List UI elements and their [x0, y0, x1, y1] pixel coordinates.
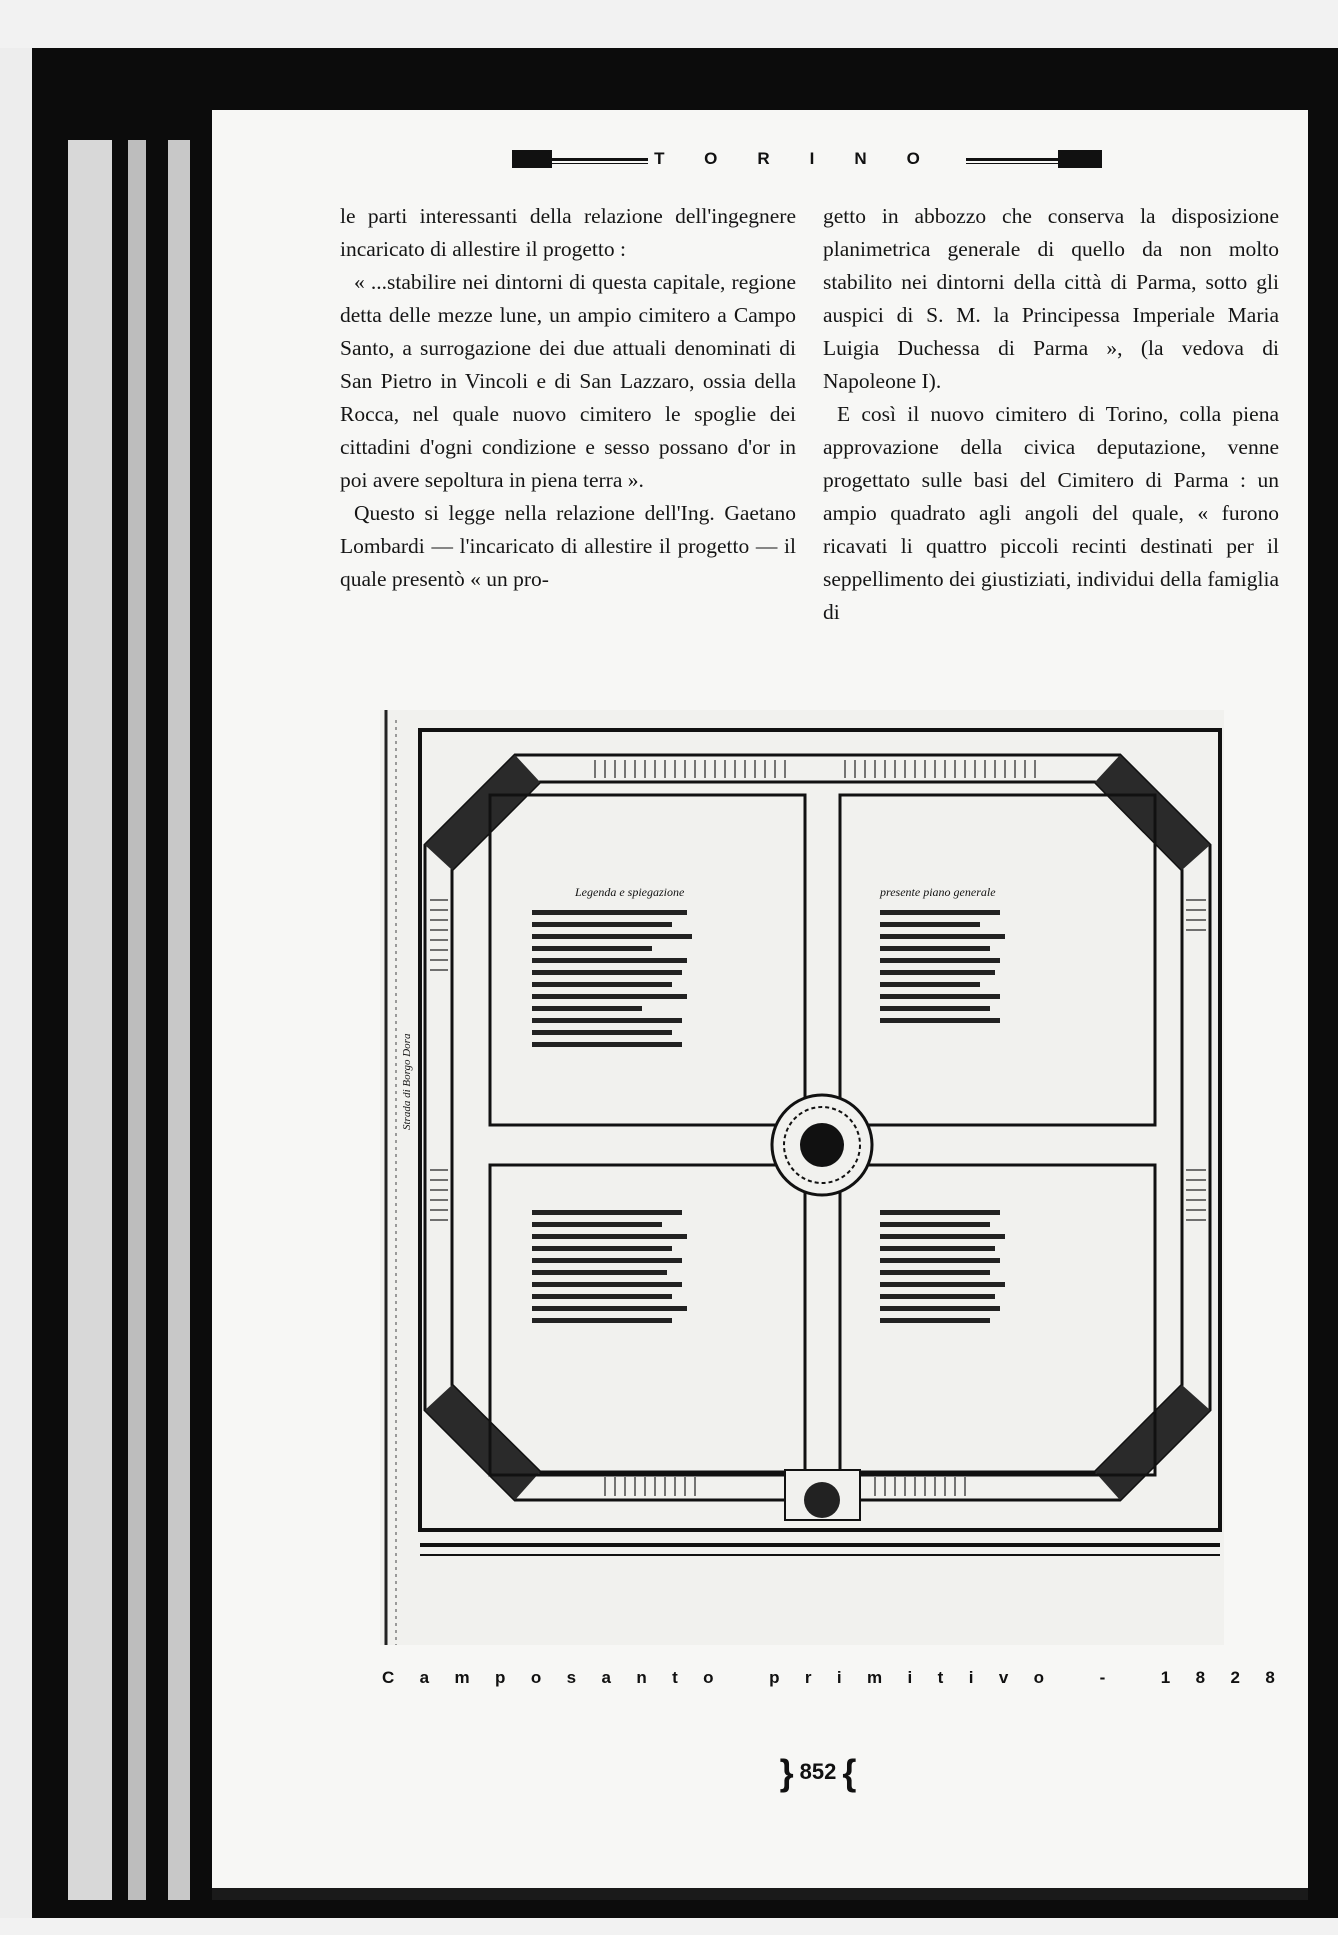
text-column-left: [340, 200, 796, 596]
header-ornament-right: [1058, 150, 1102, 168]
text-column-right: [823, 200, 1279, 629]
plan-legend-title-right: presente piano generale: [880, 885, 996, 899]
plan-legend-title-left: Legenda e spiegazione: [575, 885, 685, 899]
page-edge-strip: [68, 140, 112, 1900]
plan-side-label: Strada di Borgo Dora: [401, 1033, 413, 1130]
paragraph: E così il nuovo cimitero di Torino, colla piena approvazione della civica deputazione, venne progettato sulle basi del Cimitero di Parma : un ampio quadrato agli angoli del quale, « furono ricavati li quattro piccoli recinti destinati per il seppellimento dei giustiziati, individui della famiglia di: [823, 402, 1279, 624]
figure-caption: Camposanto primitivo - 1828: [382, 1668, 1301, 1687]
running-header: [512, 148, 1102, 170]
paragraph: getto in abbozzo che conserva la disposizione planimetrica generale di quello da non molto stabilito nei dintorni della città di Parma, sotto gli auspici di S. M. la Principessa Imperiale Maria Luigia Duchessa di Parma », (la vedova di Napoleone I).: [823, 204, 1279, 393]
page-number: [758, 1752, 878, 1794]
cemetery-plan-drawing: [380, 710, 1224, 1645]
page-edge-strip: [168, 140, 190, 1900]
paragraph: « ...stabilire nei dintorni di questa capitale, regione detta delle mezze lune, un ampio cimitero a Campo Santo, a surrogazione dei due attuali denominati di San Pietro in Vincoli e di San Lazzaro, ossia della Rocca, nel quale nuovo cimitero le spoglie dei cittadini d'ogni condizione e sesso possano d'or in poi avere sepoltura in piena terra ».: [340, 270, 796, 492]
scan-margin-bottom: [0, 1918, 1338, 1935]
page-number-ornament-left: }: [779, 1752, 794, 1793]
paragraph: le parti interessanti della relazione dell'ingegnere incaricato di allestire il progetto :: [340, 204, 796, 261]
page-number-ornament-right: {: [842, 1752, 857, 1793]
header-title: TORINO: [648, 149, 966, 169]
page-bottom-shadow: [212, 1888, 1308, 1900]
scan-margin-top: [0, 0, 1338, 48]
plan-svg: [380, 710, 1224, 1645]
page-edge-strip: [128, 140, 146, 1900]
header-ornament-left: [512, 150, 552, 168]
paragraph: Questo si legge nella relazione dell'Ing. Gaetano Lombardi — l'incaricato di allestire il progetto — il quale presentò « un pro-: [340, 501, 796, 591]
page-number-value: 852: [799, 1759, 837, 1784]
